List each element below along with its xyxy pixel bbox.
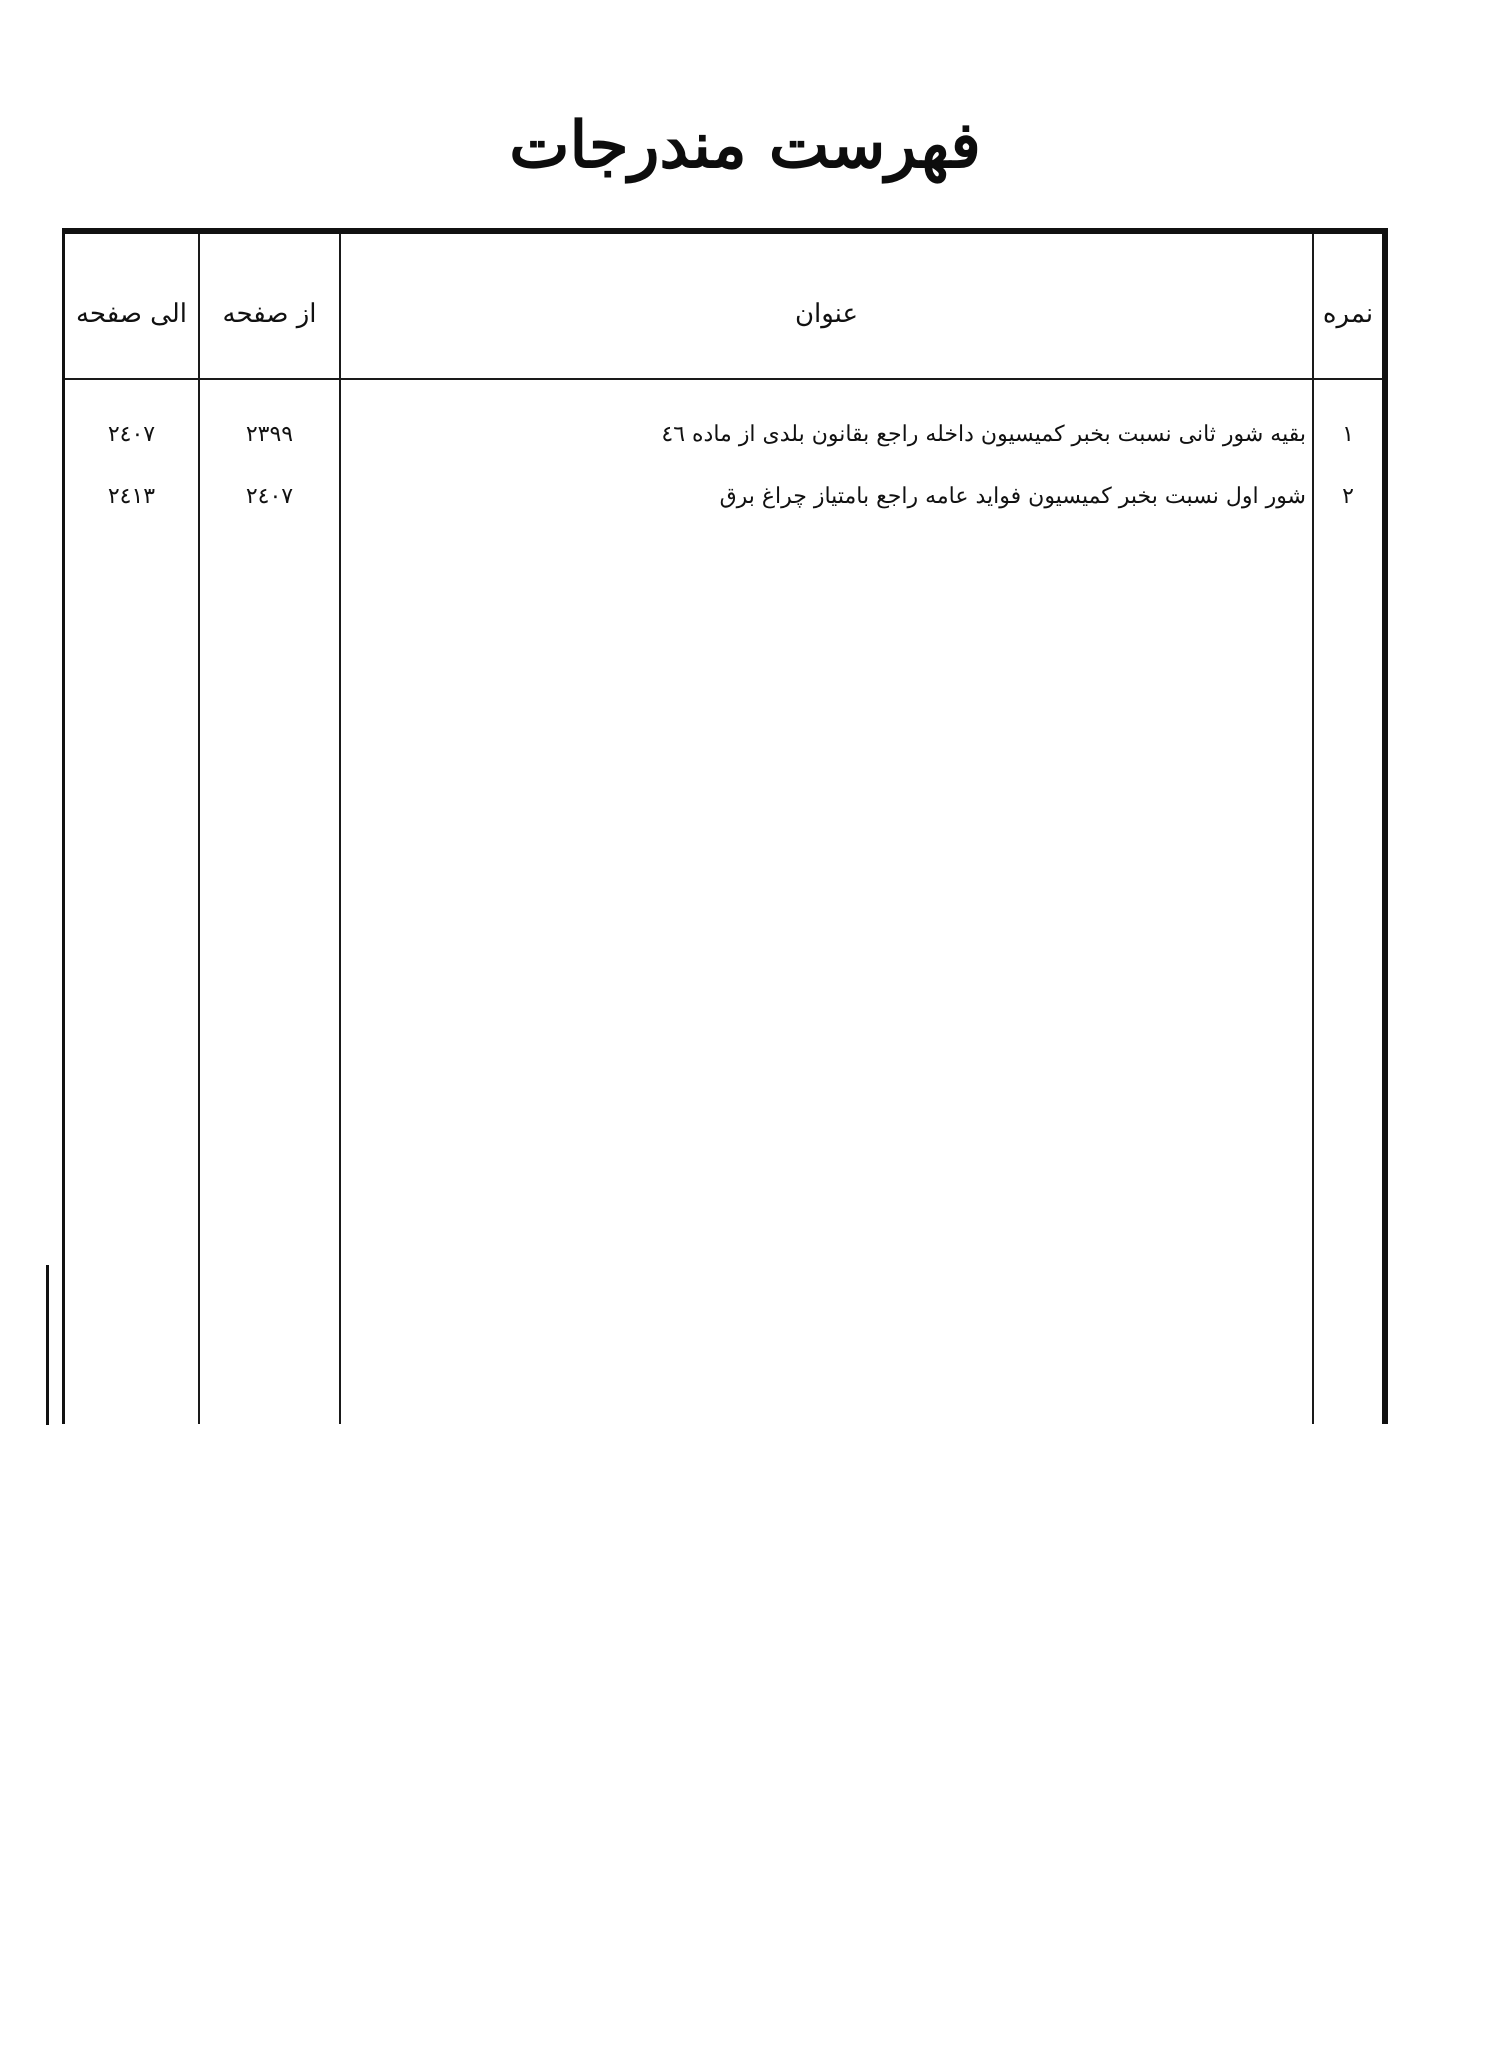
header-subject: عنوان xyxy=(794,299,859,329)
row-from-page: ٢٤٠٧ xyxy=(245,484,294,509)
header-from-page: از صفحه xyxy=(222,299,317,329)
header-number: نمره xyxy=(1322,299,1374,329)
header-divider xyxy=(65,378,1382,380)
table-row xyxy=(65,472,1382,522)
row-number: ٢ xyxy=(1342,484,1354,509)
row-to-page: ٢٤٠٧ xyxy=(107,422,156,447)
header-to-page: الی صفحه xyxy=(75,299,188,329)
contents-table xyxy=(62,228,1388,1424)
row-to-page: ٢٤١٣ xyxy=(107,484,156,509)
row-subject: شور اول نسبت بخبر کمیسیون فواید عامه راجع بامتیاز چراغ برق xyxy=(719,484,1306,509)
row-number: ١ xyxy=(1342,422,1354,447)
row-from-page: ٢٣٩٩ xyxy=(245,422,294,447)
page-title: فهرست مندرجات xyxy=(509,108,981,183)
outer-border-line xyxy=(46,1265,49,1425)
table-row xyxy=(65,410,1382,460)
row-subject: بقیه شور ثانی نسبت بخبر کمیسیون داخله راجع بقانون بلدی از ماده ٤٦ xyxy=(661,422,1306,447)
